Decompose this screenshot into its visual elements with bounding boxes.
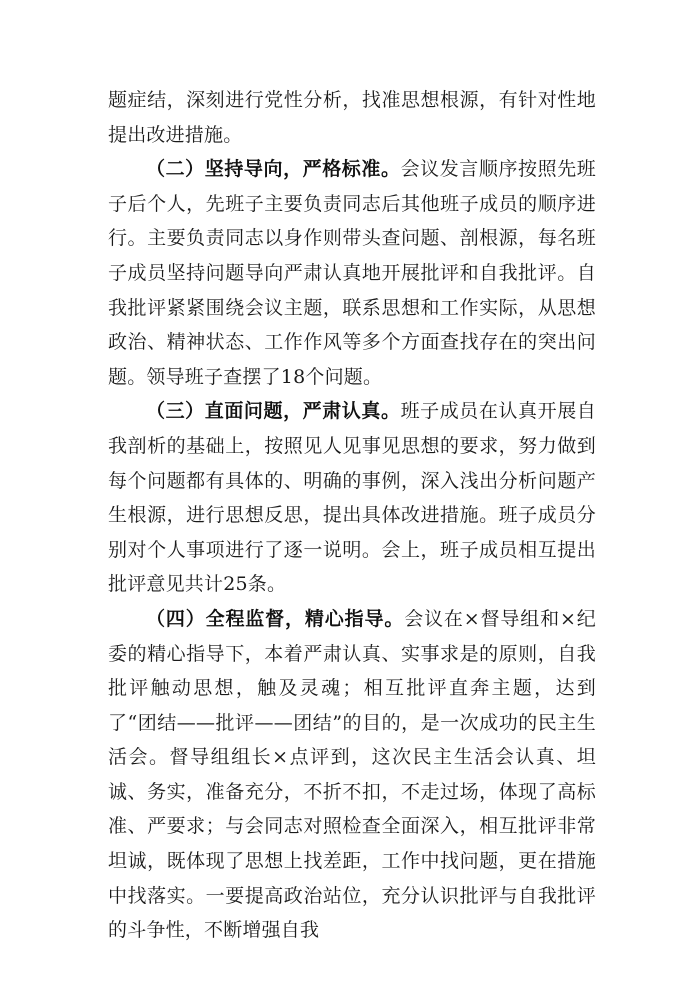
paragraph-body: 题症结，深刻进行党性分析，找准思想根源，有针对性地提出改进措施。	[108, 89, 596, 146]
document-body	[108, 83, 596, 948]
section-heading: （三）直面问题，严肃认真。	[146, 400, 401, 423]
paragraph-body: 会议发言顺序按照先班子后个人，先班子主要负责同志后其他班子成员的顺序进行。主要负责同志以身作则带头查问题、剖根源，每名班子成员坚持问题导向严肃认真地开展批评和自我批评。自我批评紧紧围绕会议主题，联系思想和工作实际，从思想政治、精神状态、工作作风等多个方面查找存在的突出问题。领导班子查摆了18个问题。	[108, 158, 596, 388]
paragraph-body: 会议在×督导组和×纪委的精心指导下，本着严肃认真、实事求是的原则，自我批评触动思想，触及灵魂；相互批评直奔主题，达到了“团结——批评——团结”的目的，是一次成功的民主生活会。督导组组长×点评到，这次民主生活会认真、坦诚、务实，准备充分，不折不扣，不走过场，体现了高标准、严要求；与会同志对照检查全面深入，相互批评非常坦诚，既体现了思想上找差距，工作中找问题，更在措施中找落实。一要提高政治站位，充分认识批评与自我批评的斗争性，不断增强自我	[108, 607, 596, 942]
paragraph-body: 班子成员在认真开展自我剖析的基础上，按照见人见事见思想的要求，努力做到每个问题都有具体的、明确的事例，深入浅出分析问题产生根源，进行思想反思，提出具体改进措施。班子成员分别对个人事项进行了逐一说明。会上，班子成员相互提出批评意见共计25条。	[108, 400, 596, 596]
paragraph-section-4	[108, 602, 596, 948]
section-heading: （二）坚持导向，严格标准。	[146, 158, 401, 181]
paragraph-section-2	[108, 152, 596, 394]
paragraph-continuation	[108, 83, 596, 152]
paragraph-section-3	[108, 394, 596, 602]
section-heading: （四）全程监督，精心指导。	[146, 607, 405, 630]
